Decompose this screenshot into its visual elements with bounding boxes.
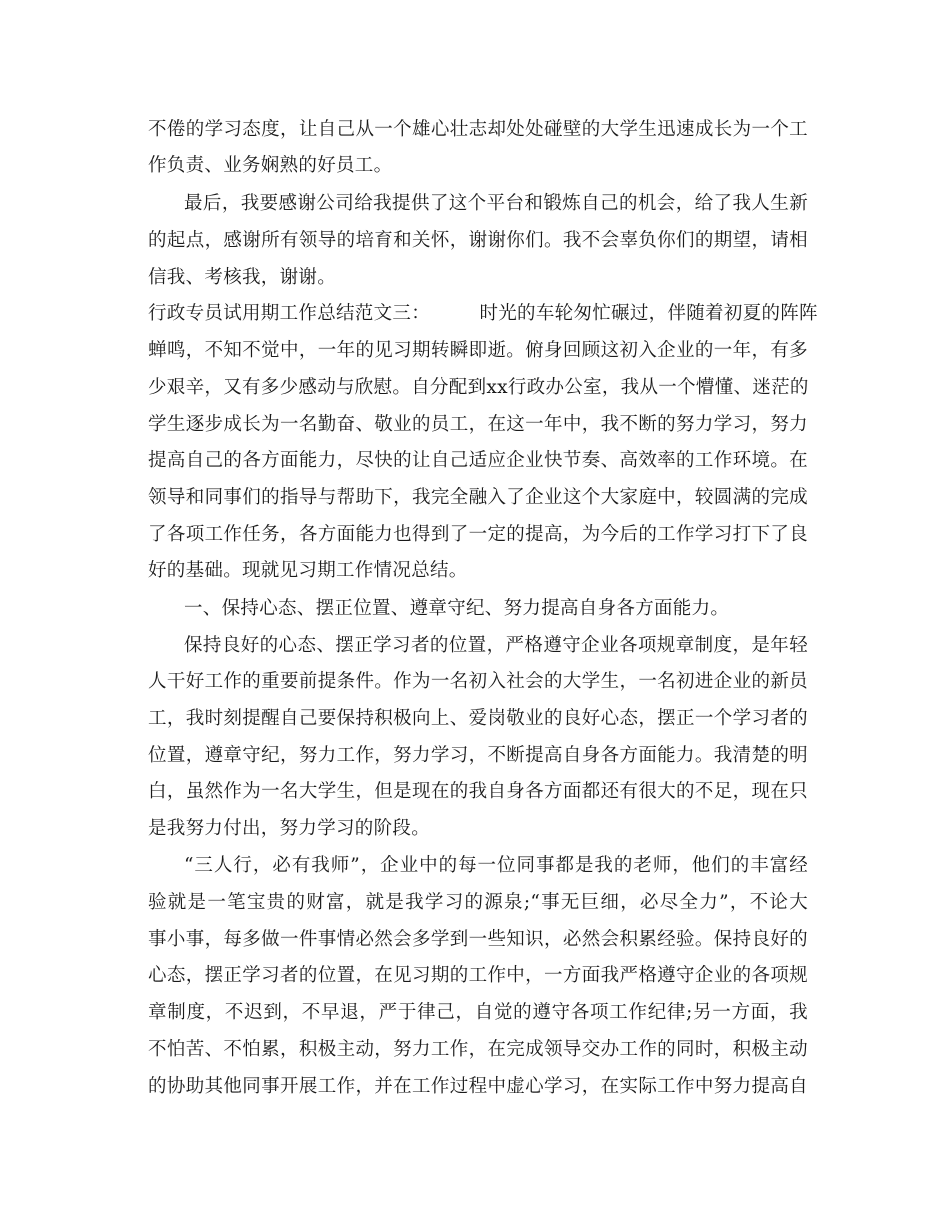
text-line: 工，我时刻提醒自己要保持积极向上、爱岗敬业的良好心态，摆正一个学习者的 <box>148 708 808 729</box>
text-line: 了各项工作任务，各方面能力也得到了一定的提高，为今后的工作学习打下了良 <box>148 524 808 545</box>
text-line: 位置，遵章守纪，努力工作，努力学习，不断提高自身各方面能力。我清楚的明 <box>148 745 808 766</box>
text-line: 最后，我要感谢公司给我提供了这个平台和锻炼自己的机会，给了我人生新 <box>184 193 808 214</box>
text-line: 心态，摆正学习者的位置，在见习期的工作中，一方面我严格遵守企业的各项规 <box>148 965 808 986</box>
section-heading-line: 行政专员试用期工作总结范文三： 时光的车轮匆忙碾过，伴随着初夏的阵阵 <box>148 303 818 324</box>
text-line: 的起点，感谢所有领导的培育和关怀，谢谢你们。我不会辜负你们的期望，请相 <box>148 230 808 251</box>
text-line: 人干好工作的重要前提条件。作为一名初入社会的大学生，一名初进企业的新员 <box>148 671 808 692</box>
text-line: 章制度，不迟到，不早退，严于律己，自觉的遵守各项工作纪律;另一方面，我 <box>148 1002 808 1023</box>
text-line: 作负责、业务娴熟的好员工。 <box>148 155 393 176</box>
text-line: 信我、考核我，谢谢。 <box>148 267 337 288</box>
text-line: 蝉鸣，不知不觉中，一年的见习期转瞬即逝。俯身回顾这初入企业的一年，有多 <box>148 340 808 361</box>
subheading-line: 一、保持心态、摆正位置、遵章守纪、努力提高自身各方面能力。 <box>184 598 730 619</box>
text-line: 少艰辛，又有多少感动与欣慰。自分配到xx行政办公室，我从一个懵懂、迷茫的 <box>148 377 809 398</box>
text-line: 的协助其他同事开展工作，并在工作过程中虚心学习，在实际工作中努力提高自 <box>148 1076 808 1097</box>
text-line: 提高自己的各方面能力，尽快的让自己适应企业快节奏、高效率的工作环境。在 <box>148 450 808 471</box>
text-line: 领导和同事们的指导与帮助下，我完全融入了企业这个大家庭中，较圆满的完成 <box>148 487 808 508</box>
text-line: 不倦的学习态度，让自己从一个雄心壮志却处处碰壁的大学生迅速成长为一个工 <box>148 119 808 140</box>
text-line: 保持良好的心态、摆正学习者的位置，严格遵守企业各项规章制度，是年轻 <box>184 635 808 656</box>
text-line: 好的基础。现就见习期工作情况总结。 <box>148 560 468 581</box>
text-line: 学生逐步成长为一名勤奋、敬业的员工，在这一年中，我不断的努力学习，努力 <box>148 414 808 435</box>
text-line: 不怕苦、不怕累，积极主动，努力工作，在完成领导交办工作的同时，积极主动 <box>148 1039 808 1060</box>
text-line: 事小事，每多做一件事情必然会多学到一些知识，必然会积累经验。保持良好的 <box>148 929 808 950</box>
text-line: 白，虽然作为一名大学生，但是现在的我自身各方面都还有很大的不足，现在只 <box>148 781 808 802</box>
text-line: 验就是一笔宝贵的财富，就是我学习的源泉;“事无巨细，必尽全力”，不论大 <box>148 892 808 913</box>
text-line: “三人行，必有我师”，企业中的每一位同事都是我的老师，他们的丰富经 <box>184 855 808 876</box>
text-line: 是我努力付出，努力学习的阶段。 <box>148 818 431 839</box>
